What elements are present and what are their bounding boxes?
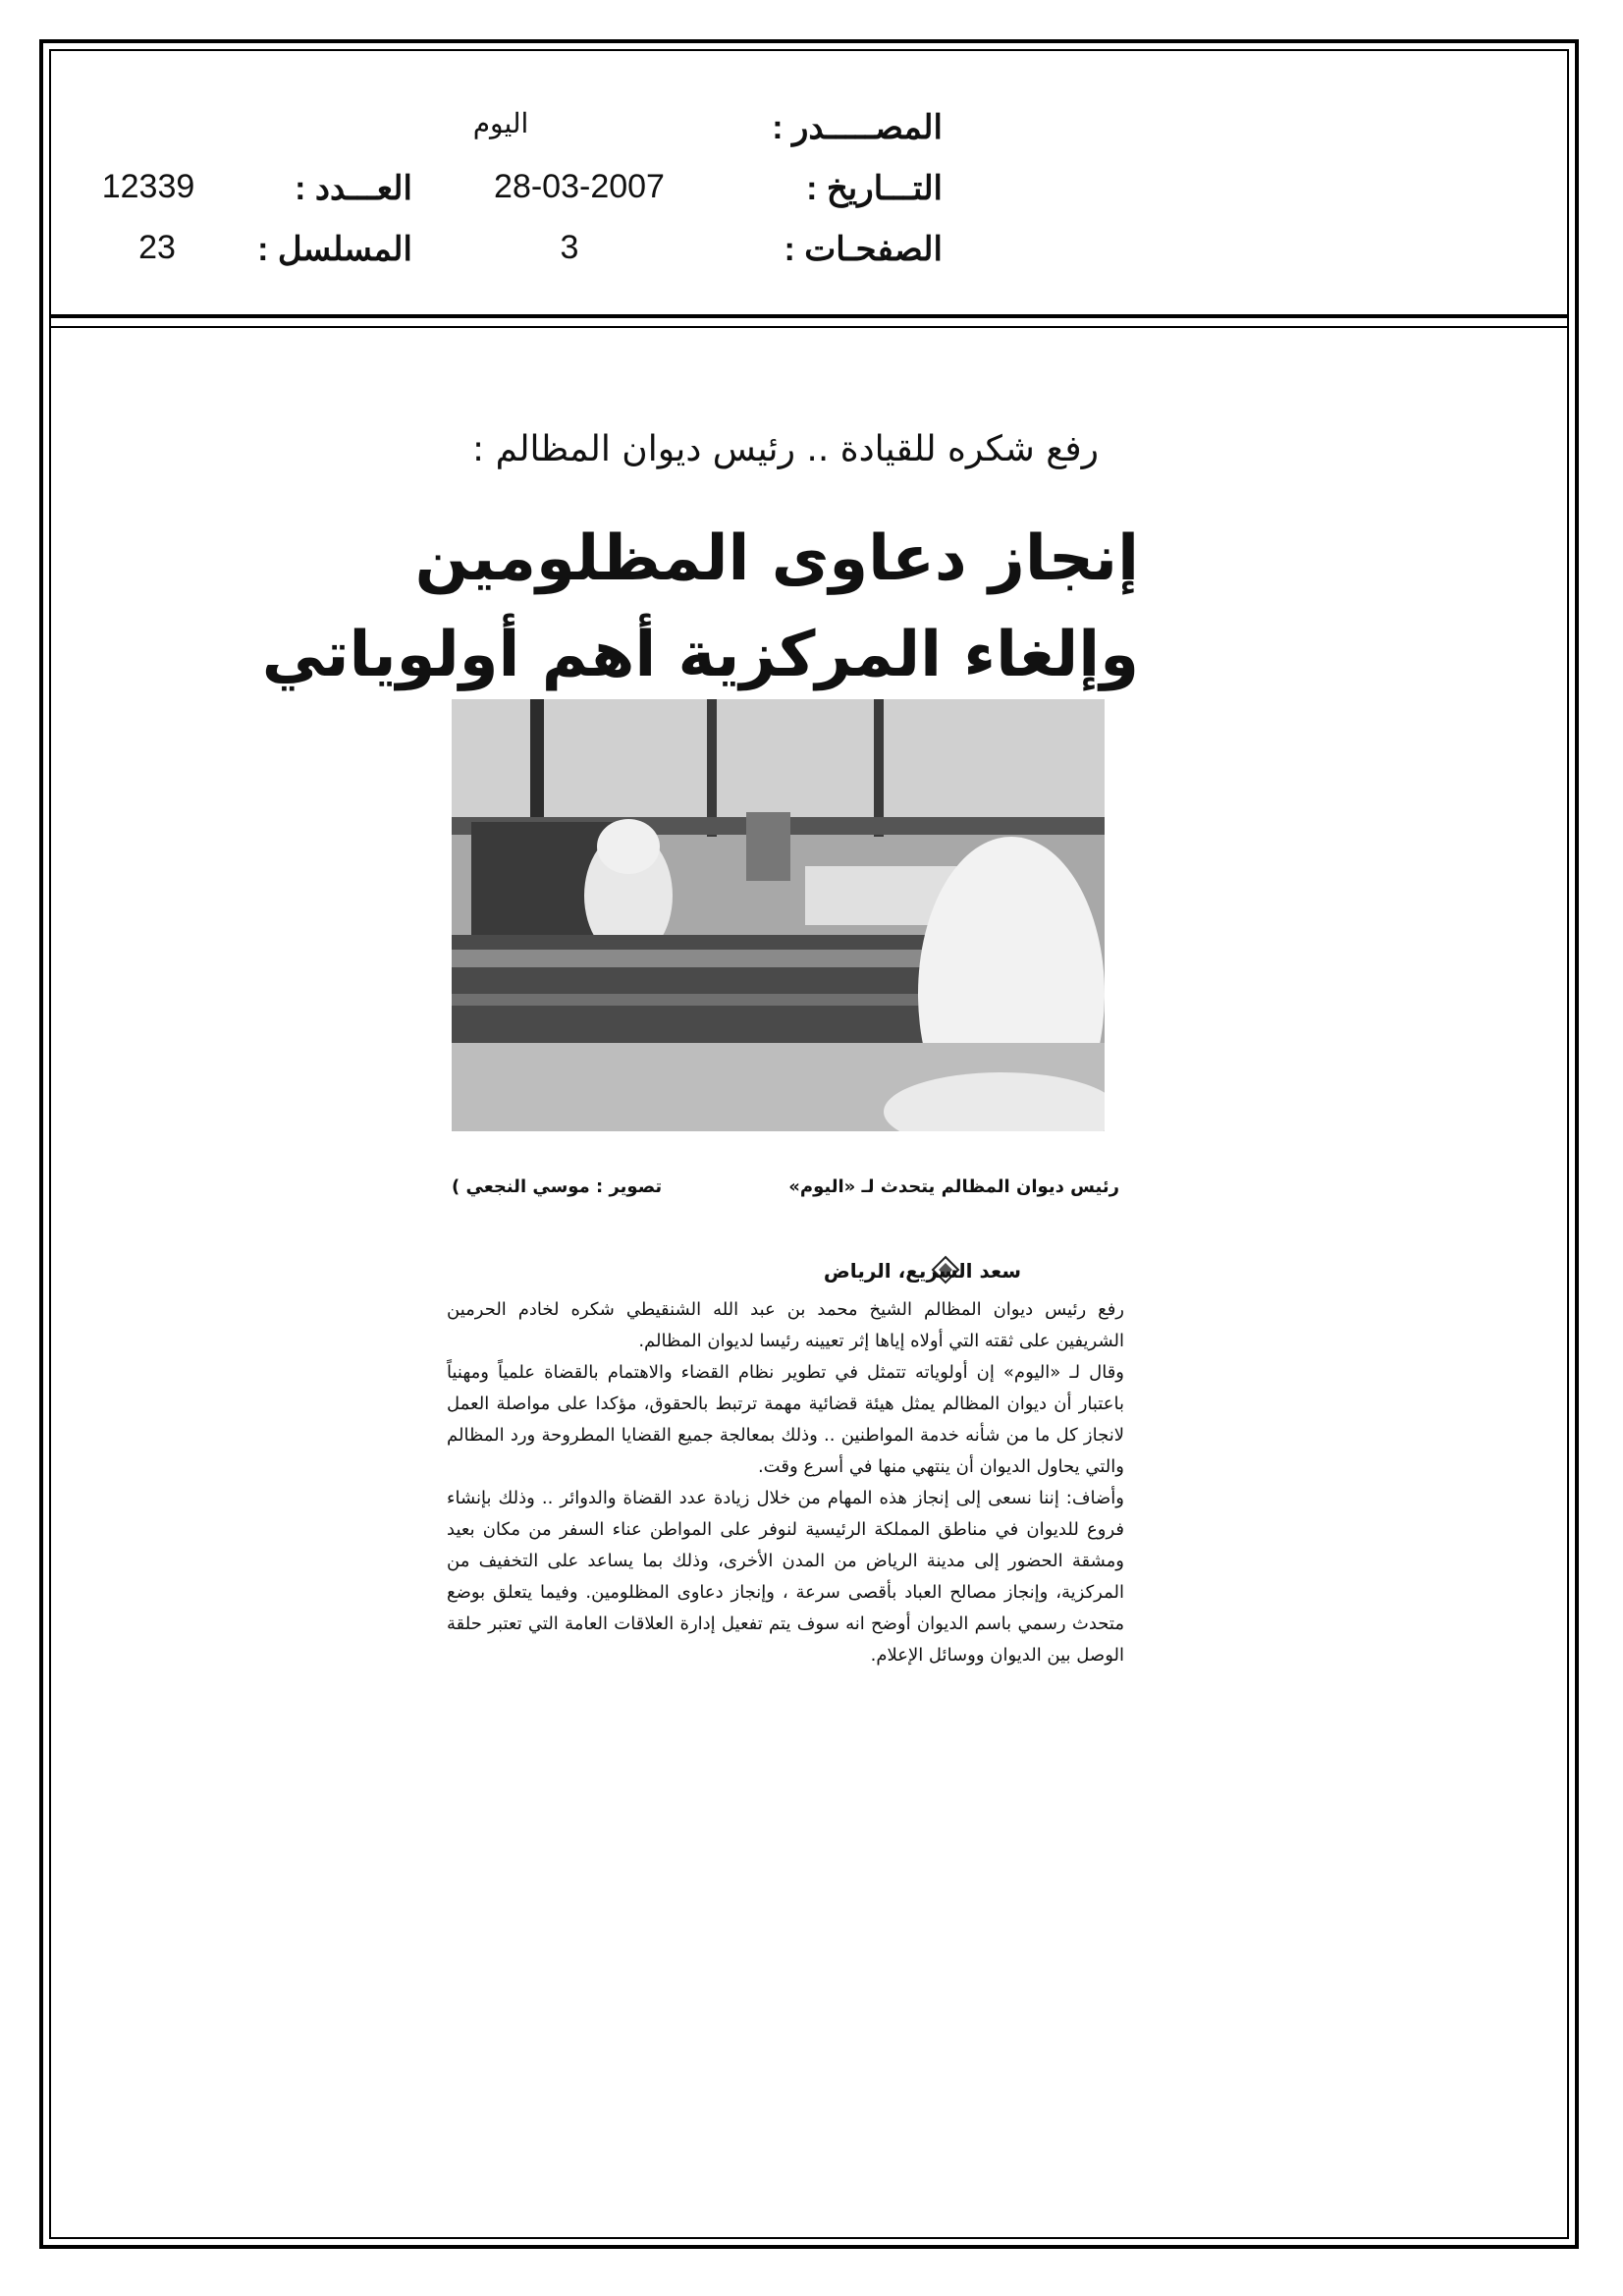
photo-caption: رئيس ديوان المظالم يتحدث لـ «اليوم» [788, 1176, 1119, 1197]
header-divider-thick [49, 314, 1569, 318]
page-inner-border [49, 49, 1569, 2239]
body-paragraph: وأضاف: إننا نسعى إلى إنجاز هذه المهام من خلال زيادة عدد القضاة والدوائر .. وذلك بإنشاء فروع للديوان في مناطق المملكة الرئيسية لنوفر على المواطن عناء السفر من مكان بعيد ومشقة الحضور إلى مدينة الرياض من المدن الأخرى، وذلك بما يساعد على التخفيف من المركزية، وإنجاز مصالح العباد بأقصى سرعة ، وإنجاز دعاوى المظلومين. وفيما يتعلق بوضع متحدث رسمي باسم الديوان أوضح انه سوف يتم تفعيل إدارة العلاقات العامة التي تعتبر حلقة الوصل بين الديوان ووسائل الإعلام. [447, 1488, 1124, 1666]
date-label: التـــاريخ : [806, 170, 943, 207]
photo-credit: تصوير : موسي النجعي ) [452, 1176, 663, 1197]
article-headline [261, 511, 1139, 703]
serial-value: 23 [138, 229, 176, 266]
issue-value: 12339 [101, 168, 195, 205]
serial-label: المسلسل : [257, 231, 412, 268]
article-kicker: رفع شكره للقيادة .. رئيس ديوان المظالم : [472, 429, 1099, 469]
date-value: 28-03-2007 [494, 168, 665, 205]
header-divider-thin [49, 326, 1569, 328]
issue-label: العـــدد : [295, 170, 412, 207]
source-label: المصـــــدر : [772, 109, 943, 146]
article-body [447, 1294, 1124, 1671]
article-photo [452, 699, 1105, 1131]
source-value: اليوم [472, 108, 529, 138]
headline-line-2: وإلغاء المركزية أهم أولوياتي [261, 619, 1139, 691]
pages-value: 3 [560, 229, 579, 266]
headline-line-1: إنجاز دعاوى المظلومين [414, 522, 1139, 595]
article-byline: سعد السريع، الرياض [823, 1259, 1021, 1283]
pages-label: الصفحـات : [784, 231, 943, 268]
body-paragraph: رفع رئيس ديوان المظالم الشيخ محمد بن عبد الله الشنقيطي شكره لخادم الحرمين الشريفين على ثقته التي أولاه إياها إثر تعيينه رئيسا لديوان المظالم. [447, 1299, 1124, 1351]
body-paragraph: وقال لـ «اليوم» إن أولوياته تتمثل في تطوير نظام القضاء والاهتمام بالقضاة علمياً ومهنياً باعتبار أن ديوان المظالم يمثل هيئة قضائية مهمة ترتبط بالحقوق، مؤكدا على مواصلة العمل لانجاز كل ما من شأنه خدمة المواطنين .. وذلك بمعالجة جميع القضايا المطروحة ورد المظالم والتي يحاول الديوان أن ينتهي منها في أسرع وقت. [447, 1362, 1124, 1477]
